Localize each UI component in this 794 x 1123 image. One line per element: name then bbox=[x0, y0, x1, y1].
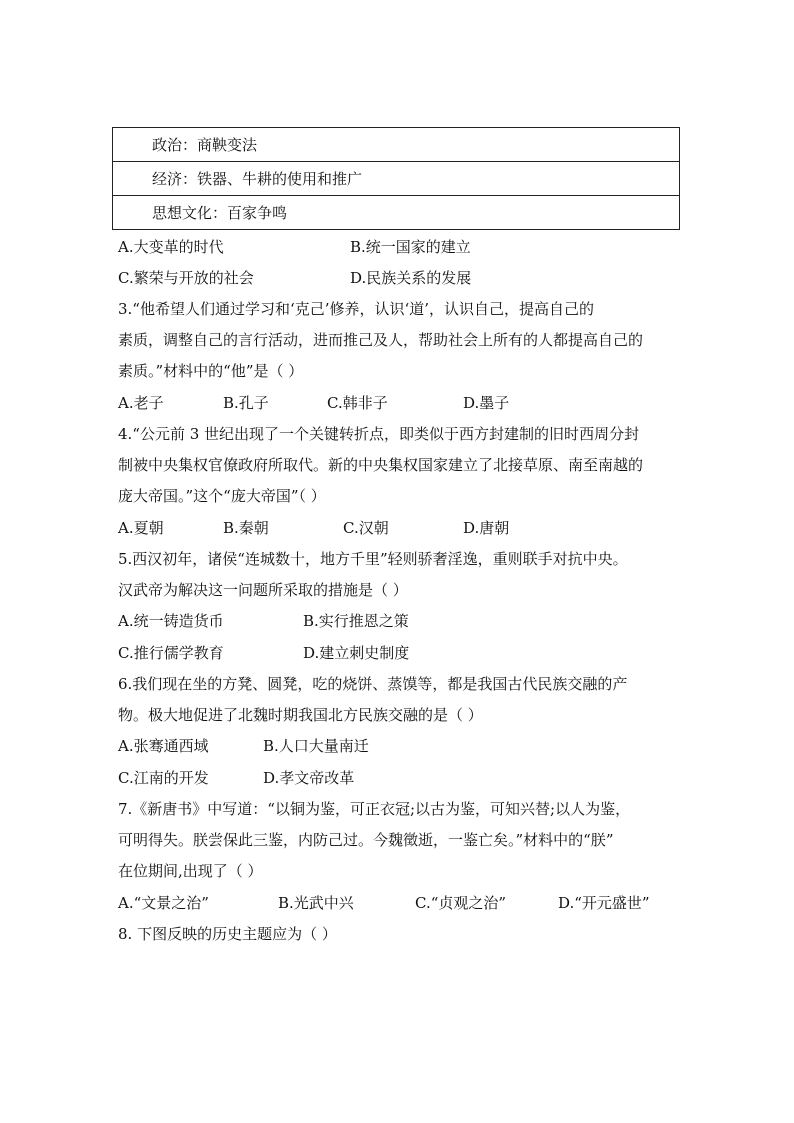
q2-option-d: D.民族关系的发展 bbox=[350, 269, 472, 287]
info-table bbox=[112, 127, 680, 230]
q2-option-b: B.统一国家的建立 bbox=[350, 238, 471, 256]
table-row-culture: 思想文化：百家争鸣 bbox=[152, 204, 288, 222]
q2-option-c: C.繁荣与开放的社会 bbox=[118, 269, 254, 287]
table-row-politics: 政治：商鞅变法 bbox=[113, 128, 679, 162]
q6-option-b: B.人口大量南迁 bbox=[263, 737, 369, 755]
q8-stem-line-1: 8. 下图反映的历史主题应为（ ） bbox=[118, 925, 337, 943]
q3-stem-line-2: 素质，调整自己的言行活动，进而推己及人，帮助社会上所有的人都提高自己的 bbox=[118, 331, 644, 349]
q5-option-c: C.推行儒学教育 bbox=[118, 644, 224, 662]
q3-option-a: A.老子 bbox=[118, 394, 164, 412]
q3-option-c: C.韩非子 bbox=[327, 394, 388, 412]
q5-option-d: D.建立刺史制度 bbox=[303, 644, 410, 662]
q5-option-b: B.实行推恩之策 bbox=[303, 612, 409, 630]
q6-stem-line-1: 6.我们现在坐的方凳、圆凳，吃的烧饼、蒸馍等，都是我国古代民族交融的产 bbox=[118, 675, 628, 693]
q5-stem-line-1: 5.西汉初年，诸侯“连城数十，地方千里”轻则骄奢淫逸，重则联手对抗中央。 bbox=[118, 550, 628, 568]
q4-stem-line-2: 制被中央集权官僚政府所取代。新的中央集权国家建立了北接草原、南至南越的 bbox=[118, 456, 644, 474]
q7-stem-line-3: 在位期间,出现了（ ） bbox=[118, 862, 263, 880]
q4-option-c: C.汉朝 bbox=[343, 519, 389, 537]
q3-stem-line-3: 素质。”材料中的“他”是（ ） bbox=[118, 362, 304, 380]
q4-stem-line-3: 庞大帝国。”这个“庞大帝国”（ ） bbox=[118, 487, 326, 505]
q7-option-b: B.光武中兴 bbox=[278, 894, 354, 912]
q3-stem-line-1: 3.“他希望人们通过学习和‘克己’修养，认识‘道’，认识自己，提高自己的 bbox=[118, 300, 595, 318]
q7-option-d: D.“开元盛世” bbox=[558, 894, 650, 912]
q3-option-d: D.墨子 bbox=[463, 394, 510, 412]
q7-option-c: C.“贞观之治” bbox=[415, 894, 507, 912]
q5-option-a: A.统一铸造货币 bbox=[118, 612, 224, 630]
q6-option-a: A.张骞通西域 bbox=[118, 737, 209, 755]
q4-option-b: B.秦朝 bbox=[223, 519, 269, 537]
q2-option-a: A.大变革的时代 bbox=[118, 238, 224, 256]
q7-stem-line-2: 可明得失。朕尝保此三鉴，内防己过。今魏徵逝，一鉴亡矣。”材料中的“朕” bbox=[118, 831, 614, 849]
q4-option-d: D.唐朝 bbox=[463, 519, 510, 537]
q4-stem-line-1: 4.“公元前 3 世纪出现了一个关键转折点，即类似于西方封建制的旧时西周分封 bbox=[118, 425, 640, 443]
q4-option-a: A.夏朝 bbox=[118, 519, 164, 537]
q5-stem-line-2: 汉武帝为解决这一问题所采取的措施是（ ） bbox=[118, 581, 408, 599]
q6-option-d: D.孝文帝改革 bbox=[263, 769, 355, 787]
q6-stem-line-2: 物。极大地促进了北魏时期我国北方民族交融的是（ ） bbox=[118, 706, 483, 724]
q6-option-c: C.江南的开发 bbox=[118, 769, 209, 787]
q7-option-a: A.“文景之治” bbox=[118, 894, 209, 912]
q7-stem-line-1: 7.《新唐书》中写道：“以铜为鉴，可正衣冠;以古为鉴，可知兴替;以人为鉴， bbox=[118, 800, 631, 818]
table-row-economy: 经济：铁器、牛耕的使用和推广 bbox=[113, 162, 679, 196]
q3-option-b: B.孔子 bbox=[223, 394, 269, 412]
